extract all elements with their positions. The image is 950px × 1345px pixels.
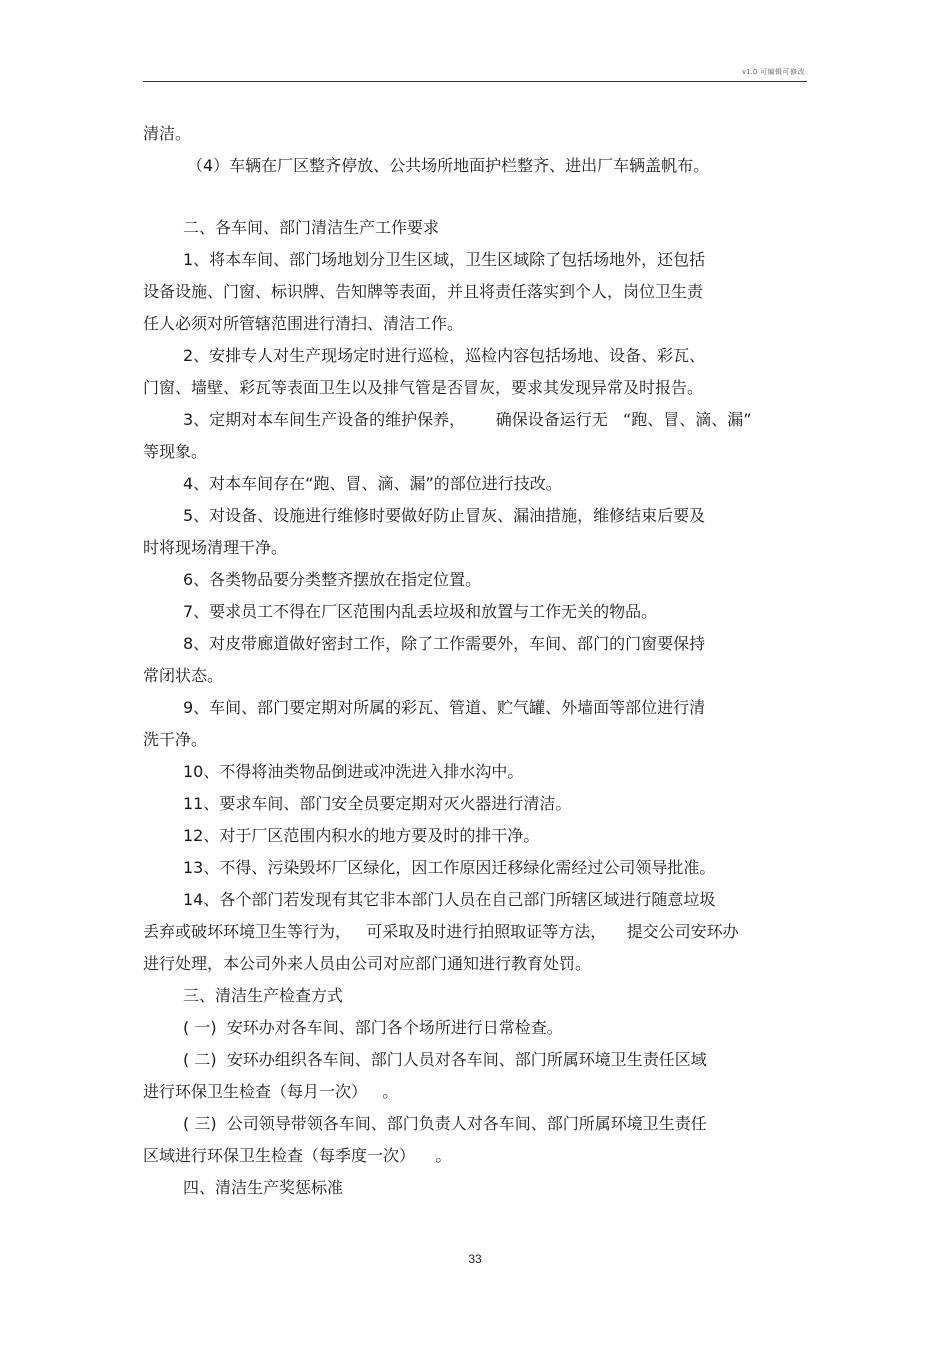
- paragraph-line: 设备设施、门窗、标识牌、告知牌等表面，并且将责任落实到个人，岗位卫生责: [143, 282, 704, 301]
- paragraph-line: ( 三) 公司领导带领各车间、部门负责人对各车间、部门所属环境卫生责任: [183, 1114, 707, 1133]
- paragraph-line: 10、不得将油类物品倒进或冲洗进入排水沟中。: [183, 762, 524, 781]
- paragraph-line: 时将现场清理干净。: [143, 538, 288, 557]
- header-divider: [143, 81, 807, 82]
- paragraph-line: 洗干净。: [143, 730, 208, 749]
- paragraph-line: 等现象。: [143, 442, 208, 461]
- paragraph-line: 7、要求员工不得在厂区范围内乱丢垃圾和放置与工作无关的物品。: [183, 602, 658, 621]
- paragraph-line: ( 一) 安环办对各车间、部门各个场所进行日常检查。: [183, 1018, 563, 1037]
- paragraph-line: ( 二) 安环办组织各车间、部门人员对各车间、部门所属环境卫生责任区域: [183, 1050, 707, 1069]
- paragraph-line: 9、车间、部门要定期对所属的彩瓦、管道、贮气罐、外墙面等部位进行清: [183, 698, 706, 717]
- paragraph-line: 12、对于厂区范围内积水的地方要及时的排干净。: [183, 826, 540, 845]
- paragraph-line: 常闭状态。: [143, 666, 224, 685]
- section-heading: 三、清洁生产检查方式: [183, 986, 344, 1005]
- paragraph-line: 门窗、墙壁、彩瓦等表面卫生以及排气管是否冒灰，要求其发现异常及时报告。: [143, 378, 704, 397]
- paragraph-line: 14、各个部门若发现有其它非本部门人员在自己部门所辖区域进行随意垃圾: [183, 890, 716, 909]
- document-body: [143, 118, 813, 1204]
- paragraph-line: 1、将本车间、部门场地划分卫生区域，卫生区域除了包括场地外，还包括: [183, 250, 706, 269]
- section-heading: 四、清洁生产奖惩标准: [183, 1178, 344, 1197]
- paragraph-line: 3、定期对本车间生产设备的维护保养， 确保设备运行无 “跑、冒、滴、漏”: [183, 410, 752, 429]
- paragraph-line: 4、对本车间存在“跑、冒、滴、漏”的部位进行技改。: [183, 474, 562, 493]
- paragraph-line: 进行处理，本公司外来人员由公司对应部门通知进行教育处罚。: [143, 954, 592, 973]
- paragraph-line: 清洁。: [143, 124, 192, 143]
- paragraph-line: 任人必须对所管辖范围进行清扫、清洁工作。: [143, 314, 464, 333]
- paragraph-line: 区域进行环保卫生检查（每季度一次） 。: [143, 1146, 452, 1165]
- paragraph-line: （4）车辆在厂区整齐停放、公共场所地面护栏整齐、进出厂车辆盖帆布。: [187, 156, 710, 175]
- page-number: 33: [468, 1252, 482, 1266]
- paragraph-line: 5、对设备、设施进行维修时要做好防止冒灰、漏油措施，维修结束后要及: [183, 506, 706, 525]
- paragraph-line: 6、各类物品要分类整齐摆放在指定位置。: [183, 570, 482, 589]
- section-heading: 二、各车间、部门清洁生产工作要求: [183, 218, 440, 237]
- paragraph-line: 11、要求车间、部门安全员要定期对灭火器进行清洁。: [183, 794, 572, 813]
- paragraph-line: 13、不得、污染毁坏厂区绿化，因工作原因迁移绿化需经过公司领导批准。: [183, 858, 716, 877]
- paragraph-line: 8、对皮带廊道做好密封工作，除了工作需要外，车间、部门的门窗要保持: [183, 634, 706, 653]
- paragraph-line: 丢弃或破坏环境卫生等行为， 可采取及时进行拍照取证等方法， 提交公司安环办: [143, 922, 739, 941]
- paragraph-line: 进行环保卫生检查（每月一次） 。: [143, 1082, 399, 1101]
- paragraph-line: 2、安排专人对生产现场定时进行巡检，巡检内容包括场地、设备、彩瓦、: [183, 346, 706, 365]
- header-version-note: v1.0 可编辑可修改: [742, 69, 805, 76]
